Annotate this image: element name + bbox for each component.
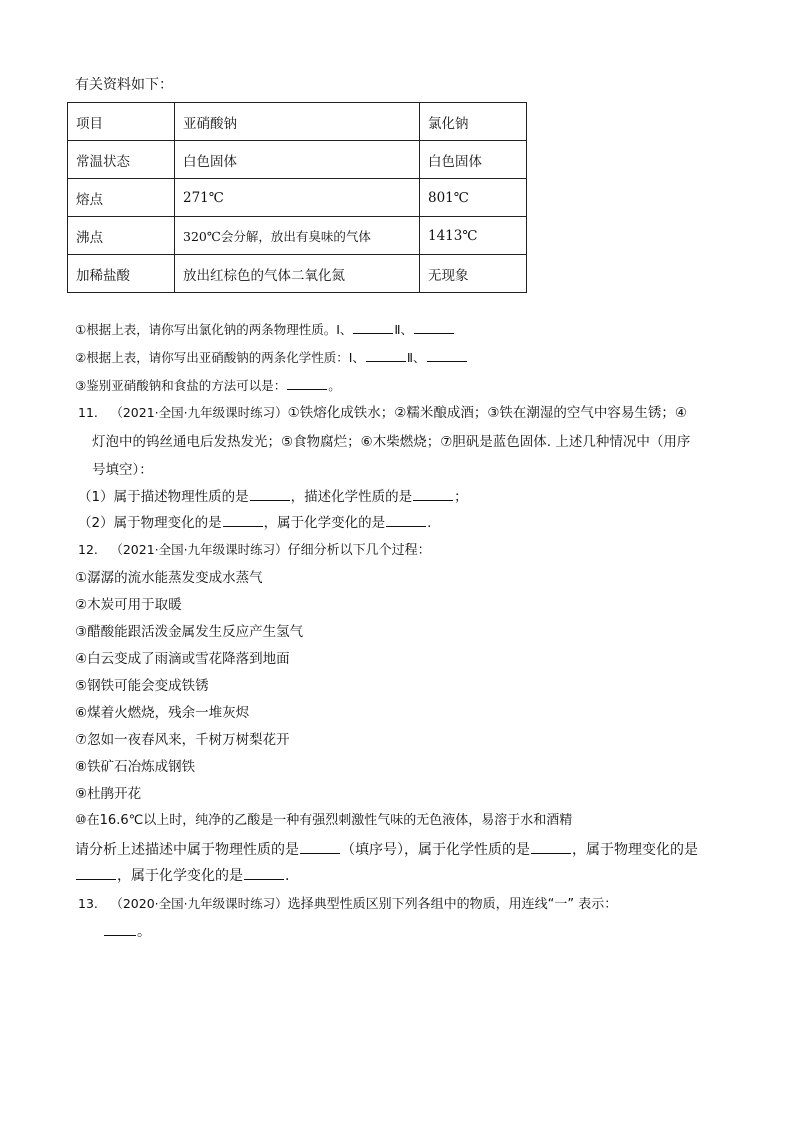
q11-line3: 号填空）：: [92, 462, 153, 478]
list-item: ⑨杜鹃开花: [75, 786, 142, 802]
table-cell: 1413℃: [420, 217, 527, 255]
q13-header: [78, 894, 617, 915]
q11-stem-1: ①铁熔化成铁水；②糯米酿成酒；③铁在潮湿的空气中容易生锈；④: [287, 405, 688, 421]
q11-sub2-end: .: [427, 515, 432, 531]
answer-blank[interactable]: [531, 841, 571, 854]
table-cell: 320℃会分解，放出有臭味的气体: [175, 217, 420, 255]
table-cell: 亚硝酸钠: [175, 103, 420, 141]
list-item: ④白云变成了雨滴或雪花降落到地面: [75, 651, 290, 667]
q10-part2-mid: Ⅱ、: [406, 350, 426, 365]
question-source: （2021·全国·九年级课时练习）: [110, 542, 288, 557]
q11-sub1-end: ；: [454, 489, 468, 505]
answer-blank[interactable]: [366, 349, 406, 362]
table-cell: 项目: [68, 103, 175, 141]
intro-text: 有关资料如下：: [75, 77, 173, 93]
q11-sub1: [78, 487, 468, 507]
list-item: ②木炭可用于取暖: [75, 597, 182, 613]
answer-blank[interactable]: [250, 488, 290, 501]
q12-header: [78, 540, 431, 561]
question-number: 13.: [78, 896, 98, 911]
list-item: ③醋酸能跟活泼金属发生反应产生氢气: [75, 624, 304, 640]
table-cell: 常温状态: [68, 141, 175, 179]
q12-ask-mid3: ，属于化学变化的是: [117, 868, 243, 884]
q12-ask-line1: [75, 840, 698, 860]
q11-line1: [78, 403, 687, 423]
q10-part3: [75, 376, 341, 396]
table-cell: 熔点: [68, 179, 175, 217]
answer-blank[interactable]: [414, 321, 454, 334]
q11-sub2-text: （2）属于物理变化的是: [78, 515, 222, 531]
table-cell: 271℃: [175, 179, 420, 217]
q12-ask-text: 请分析上述描述中属于物理性质的是: [75, 842, 299, 858]
q10-part2: [75, 348, 468, 368]
q11-sub1-text: （1）属于描述物理性质的是: [78, 489, 249, 505]
q11-sub2-mid: ，属于化学变化的是: [263, 515, 386, 531]
list-item: ⑦忽如一夜春风来，千树万树梨花开: [75, 732, 290, 748]
q11-sub2: [78, 513, 431, 533]
list-item: ①潺潺的流水能蒸发变成水蒸气: [75, 570, 263, 586]
answer-blank[interactable]: [427, 349, 467, 362]
q12-ask-mid2: ，属于物理变化的是: [572, 842, 698, 858]
answer-blank[interactable]: [287, 377, 327, 390]
q10-part2-text: ②根据上表，请你写出亚硝酸钠的两条化学性质：Ⅰ、: [75, 350, 365, 365]
question-number: 12.: [78, 542, 98, 557]
table-row: [68, 179, 527, 217]
table-cell: 沸点: [68, 217, 175, 255]
q10-part3-end: 。: [328, 378, 341, 393]
q11-line2: 灯泡中的钨丝通电后发热发光；⑤食物腐烂；⑥木柴燃烧；⑦胆矾是蓝色固体. 上述几种情况中（用序: [92, 434, 691, 450]
list-item: ⑧铁矿石冶炼成钢铁: [75, 759, 196, 775]
table-cell: 加稀盐酸: [68, 255, 175, 293]
q10-part1-text: ①根据上表，请你写出氯化钠的两条物理性质。Ⅰ、: [75, 322, 353, 337]
table-row: [68, 255, 527, 293]
list-item: ⑤钢铁可能会变成铁锈: [75, 678, 209, 694]
list-item: ⑩在16.6℃以上时，纯净的乙酸是一种有强烈刺激性气味的无色液体，易溶于水和酒精: [75, 813, 573, 828]
question-source: （2020·全国·九年级课时练习）: [110, 896, 288, 911]
q12-ask-line2: [75, 866, 289, 886]
q12-stem: 仔细分析以下几个过程：: [287, 543, 431, 558]
answer-blank[interactable]: [386, 514, 426, 527]
table-cell: 无现象: [420, 255, 527, 293]
question-source: （2021·全国·九年级课时练习）: [110, 405, 288, 420]
table-cell: 801℃: [420, 179, 527, 217]
q12-ask-mid1: （填序号），属于化学性质的是: [341, 842, 530, 858]
table-row: [68, 103, 527, 141]
answer-blank[interactable]: [104, 923, 136, 936]
properties-table: [67, 102, 527, 293]
list-item: ⑥煤着火燃烧，残余一堆灰烬: [75, 705, 250, 721]
table-cell: 白色固体: [175, 141, 420, 179]
q10-part3-text: ③鉴别亚硝酸钠和食盐的方法可以是：: [75, 378, 287, 393]
q13-answer-line: [103, 922, 151, 942]
table-cell: 氯化钠: [420, 103, 527, 141]
answer-blank[interactable]: [76, 867, 116, 880]
answer-blank[interactable]: [353, 321, 393, 334]
answer-blank[interactable]: [413, 488, 453, 501]
q12-ask-end: .: [285, 868, 290, 884]
q13-end: 。: [137, 924, 151, 940]
answer-blank[interactable]: [244, 867, 284, 880]
table-row: [68, 217, 527, 255]
table-cell: 放出红棕色的气体二氧化氮: [175, 255, 420, 293]
answer-blank[interactable]: [300, 841, 340, 854]
question-number: 11.: [78, 405, 98, 420]
q13-stem: 选择典型性质区别下列各组中的物质，用连线“一” 表示：: [287, 897, 618, 912]
q10-part1: [75, 320, 455, 340]
q11-sub1-mid: ，描述化学性质的是: [290, 489, 413, 505]
table-row: [68, 141, 527, 179]
table-cell: 白色固体: [420, 141, 527, 179]
answer-blank[interactable]: [223, 514, 263, 527]
q10-part1-mid: Ⅱ、: [394, 322, 414, 337]
